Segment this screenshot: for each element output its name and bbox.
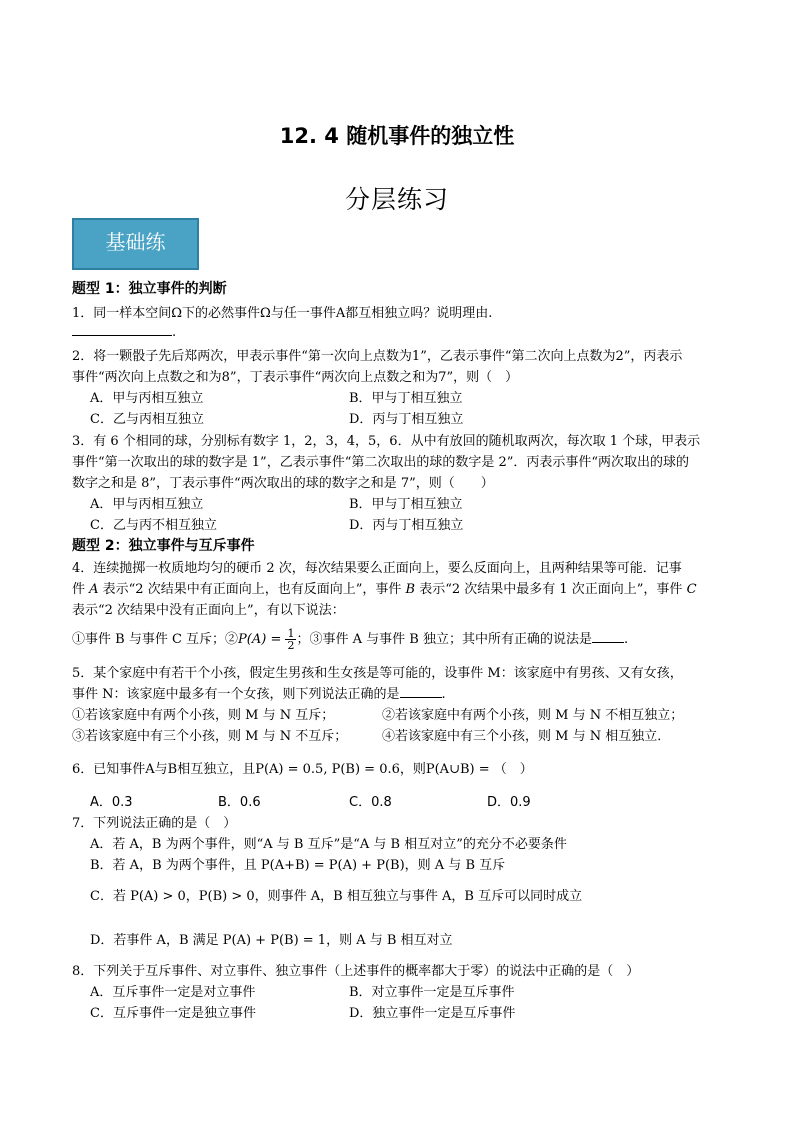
option-b[interactable]: B．对立事件一定是互斥事件 — [349, 985, 515, 1000]
option-b[interactable]: B．甲与丁相互独立 — [349, 497, 463, 512]
answer-blank[interactable] — [400, 685, 442, 698]
option-a[interactable]: A．甲与丙相互独立 — [90, 497, 204, 512]
question-6: 6．已知事件A与B相互独立，且P(A) = 0.5, P(B) = 0.6，则P(A∪B) = （ ） — [72, 762, 533, 777]
option-d[interactable]: D．独立事件一定是互斥事件 — [349, 1006, 516, 1021]
statement-3: ③若该家庭中有三个小孩，则 M 与 N 不互斥； — [72, 729, 348, 744]
level-badge — [72, 218, 199, 270]
option-a[interactable]: A．若 A，B 为两个事件，则“A 与 B 互斥”是“A 与 B 相互对立”的充分不必要条件 — [90, 837, 567, 852]
question-4-line-1: 4．连续抛掷一枚质地均匀的硬币 2 次，每次结果要么正面向上，要么反面向上，且两种结果等可能．记事 — [72, 561, 682, 576]
statement-2: ②若该家庭中有两个小孩，则 M 与 N 不相互独立； — [382, 708, 684, 723]
doc-subtitle: 分层练习 — [344, 185, 449, 214]
option-d[interactable]: D．0.9 — [487, 795, 531, 810]
answer-blank[interactable] — [72, 323, 172, 336]
question-5-line-1: 5．某个家庭中有若干个小孩，假定生男孩和生女孩是等可能的，设事件 M：该家庭中有男孩、又有女孩， — [72, 666, 683, 681]
option-c[interactable]: C．乙与丙不相互独立 — [90, 518, 217, 533]
option-d[interactable]: D．丙与丁相互独立 — [349, 412, 464, 427]
option-a[interactable]: A．0.3 — [90, 795, 133, 810]
question-2-line-2: 事件“两次向上点数之和为8”，丁表示事件“两次向上点数之和为7”，则（ ） — [72, 370, 519, 385]
question-2-line-1: 2．将一颗骰子先后郑两次，甲表示事件“第一次向上点数为1”，乙表示事件“第二次向上点数为2”，丙表示 — [72, 349, 683, 364]
level-badge-label: 基础练 — [105, 229, 166, 254]
statement-4: ④若该家庭中有三个小孩，则 M 与 N 相互独立． — [382, 729, 671, 744]
question-1: 1．同一样本空间Ω下的必然事件Ω与任一事件A都互相独立吗？说明理由. — [72, 306, 493, 321]
option-d[interactable]: D．若事件 A，B 满足 P(A) + P(B) = 1，则 A 与 B 相互对立 — [90, 933, 453, 948]
question-3-line-3: 数字之和是 8”，丁表示事件“两次取出的球的数字之和是 7”，则（ ） — [72, 476, 494, 491]
option-c[interactable]: C．互斥事件一定是独立事件 — [90, 1006, 256, 1021]
fraction: $\frac{1}{2}$ — [287, 627, 295, 652]
option-b[interactable]: B．甲与丁相互独立 — [349, 391, 463, 406]
question-3-line-1: 3．有 6 个相同的球，分别标有数字 1，2，3，4，5，6．从中有放回的随机取两次，每次取 1 个球，甲表示 — [72, 434, 701, 449]
option-d[interactable]: D．丙与丁相互独立 — [349, 518, 464, 533]
statement-1: ①若该家庭中有两个小孩，则 M 与 N 互斥； — [72, 708, 335, 723]
question-5-line-2: 事件 N：该家庭中最多有一个女孩，则下列说法正确的是 . — [72, 687, 446, 702]
option-c[interactable]: C．0.8 — [349, 795, 392, 810]
section-heading-2: 题型 2：独立事件与互斥事件 — [72, 538, 255, 554]
question-8: 8．下列关于互斥事件、对立事件、独立事件（上述事件的概率都大于零）的说法中正确的是（ ） — [72, 964, 640, 979]
section-heading-1: 题型 1：独立事件的判断 — [72, 281, 227, 297]
option-c[interactable]: C．乙与丙相互独立 — [90, 412, 204, 427]
option-c[interactable]: C．若 P(A) > 0，P(B) > 0，则事件 A，B 相互独立与事件 A，B 互斥可以同时成立 — [90, 889, 583, 904]
question-4-line-2: 件 A 表示“2 次结果中有正面向上，也有反面向上”，事件 B 表示“2 次结果中最多有 1 次正面向上”，事件 C — [72, 582, 697, 597]
question-4-line-3: 表示“2 次结果中没有正面向上”，有以下说法： — [72, 603, 345, 618]
option-b[interactable]: B．若 A，B 为两个事件，且 P(A+B) = P(A) + P(B)，则 A 与 B 互斥 — [90, 858, 506, 873]
doc-title: 12. 4 随机事件的独立性 — [279, 124, 515, 148]
answer-blank[interactable] — [592, 630, 624, 643]
option-a[interactable]: A．甲与丙相互独立 — [90, 391, 204, 406]
question-7: 7．下列说法正确的是（ ） — [72, 816, 237, 831]
question-4-statements: ①事件 B 与事件 C 互斥；②P(A) = $\frac{1}{2}$ ；③事件 A 与事件 B 独立；其中所有正确的说法是 . — [72, 627, 629, 652]
option-a[interactable]: A．互斥事件一定是对立事件 — [90, 985, 256, 1000]
question-3-line-2: 事件“第一次取出的球的数字是 1”，乙表示事件“第二次取出的球的数字是 2”．丙表示事件“两次取出的球的 — [72, 455, 690, 470]
question-1-answer-line: . — [72, 323, 176, 340]
option-b[interactable]: B．0.6 — [218, 795, 261, 810]
